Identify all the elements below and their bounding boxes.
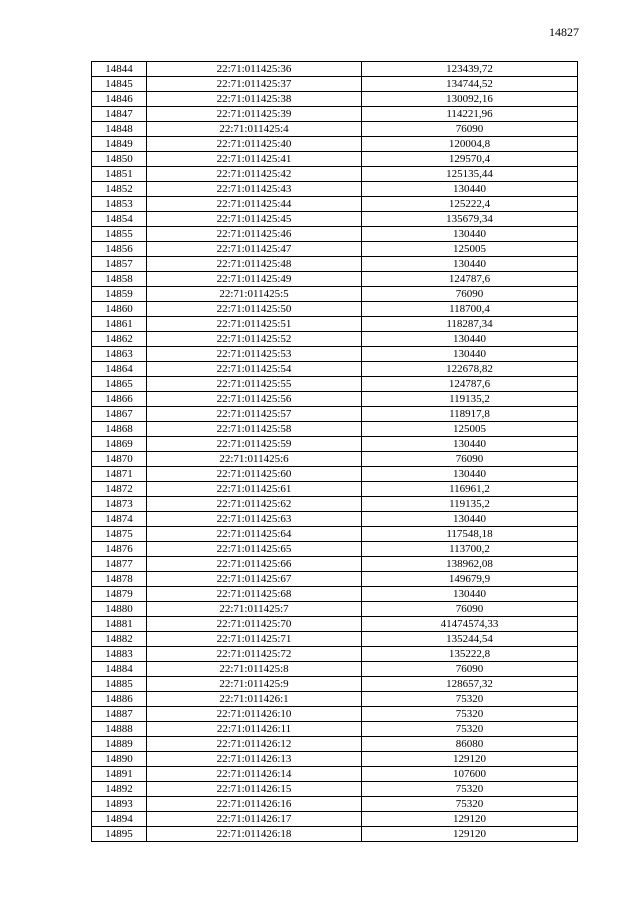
cadastral-number-cell: 22:71:011425:36: [147, 62, 362, 77]
cadastral-value-cell: 130440: [362, 512, 578, 527]
table-row: [92, 542, 578, 557]
row-index-cell: 14861: [92, 317, 147, 332]
cadastral-value-cell: 134744,52: [362, 77, 578, 92]
row-index-cell: 14872: [92, 482, 147, 497]
table-row: [92, 227, 578, 242]
cadastral-number-cell: 22:71:011425:56: [147, 392, 362, 407]
row-index-cell: 14891: [92, 767, 147, 782]
cadastral-number-cell: 22:71:011426:13: [147, 752, 362, 767]
table-row: [92, 782, 578, 797]
cadastral-value-cell: 118700,4: [362, 302, 578, 317]
cadastral-number-cell: 22:71:011426:11: [147, 722, 362, 737]
cadastral-number-cell: 22:71:011425:43: [147, 182, 362, 197]
row-index-cell: 14882: [92, 632, 147, 647]
table-row: [92, 767, 578, 782]
table-row: [92, 392, 578, 407]
table-row: [92, 377, 578, 392]
cadastral-value-cell: 149679,9: [362, 572, 578, 587]
table-row: [92, 737, 578, 752]
cadastral-number-cell: 22:71:011426:18: [147, 827, 362, 842]
row-index-cell: 14873: [92, 497, 147, 512]
row-index-cell: 14874: [92, 512, 147, 527]
cadastral-number-cell: 22:71:011425:45: [147, 212, 362, 227]
row-index-cell: 14868: [92, 422, 147, 437]
row-index-cell: 14881: [92, 617, 147, 632]
table-row: [92, 647, 578, 662]
cadastral-number-cell: 22:71:011425:4: [147, 122, 362, 137]
row-index-cell: 14869: [92, 437, 147, 452]
cadastral-value-cell: 118917,8: [362, 407, 578, 422]
cadastral-value-cell: 138962,08: [362, 557, 578, 572]
cadastral-value-cell: 76090: [362, 602, 578, 617]
row-index-cell: 14894: [92, 812, 147, 827]
cadastral-value-cell: 135244,54: [362, 632, 578, 647]
cadastral-value-cell: 129120: [362, 827, 578, 842]
cadastral-value-cell: 130440: [362, 347, 578, 362]
row-index-cell: 14892: [92, 782, 147, 797]
row-index-cell: 14893: [92, 797, 147, 812]
cadastral-number-cell: 22:71:011425:67: [147, 572, 362, 587]
table-row: [92, 692, 578, 707]
table-row: [92, 677, 578, 692]
row-index-cell: 14860: [92, 302, 147, 317]
cadastral-value-cell: 75320: [362, 692, 578, 707]
cadastral-number-cell: 22:71:011425:53: [147, 347, 362, 362]
cadastral-number-cell: 22:71:011425:64: [147, 527, 362, 542]
cadastral-value-cell: 114221,96: [362, 107, 578, 122]
cadastral-number-cell: 22:71:011425:72: [147, 647, 362, 662]
table-row: [92, 152, 578, 167]
row-index-cell: 14880: [92, 602, 147, 617]
cadastral-number-cell: 22:71:011426:12: [147, 737, 362, 752]
cadastral-value-cell: 128657,32: [362, 677, 578, 692]
table-row: [92, 437, 578, 452]
table-row: [92, 287, 578, 302]
cadastral-value-cell: 75320: [362, 707, 578, 722]
cadastral-number-cell: 22:71:011425:40: [147, 137, 362, 152]
cadastral-value-cell: 75320: [362, 797, 578, 812]
row-index-cell: 14875: [92, 527, 147, 542]
row-index-cell: 14890: [92, 752, 147, 767]
cadastral-value-cell: 107600: [362, 767, 578, 782]
table-row: [92, 302, 578, 317]
cadastral-value-cell: 130440: [362, 437, 578, 452]
cadastral-number-cell: 22:71:011425:59: [147, 437, 362, 452]
cadastral-value-cell: 86080: [362, 737, 578, 752]
cadastral-value-cell: 130440: [362, 332, 578, 347]
cadastral-value-cell: 119135,2: [362, 392, 578, 407]
table-row: [92, 557, 578, 572]
cadastral-number-cell: 22:71:011425:63: [147, 512, 362, 527]
table-row: [92, 347, 578, 362]
cadastral-value-cell: 76090: [362, 662, 578, 677]
cadastral-value-cell: 76090: [362, 452, 578, 467]
cadastral-value-cell: 125005: [362, 242, 578, 257]
cadastral-number-cell: 22:71:011425:50: [147, 302, 362, 317]
table-row: [92, 617, 578, 632]
row-index-cell: 14849: [92, 137, 147, 152]
row-index-cell: 14864: [92, 362, 147, 377]
table-row: [92, 212, 578, 227]
cadastral-value-cell: 76090: [362, 122, 578, 137]
cadastral-number-cell: 22:71:011425:37: [147, 77, 362, 92]
row-index-cell: 14878: [92, 572, 147, 587]
cadastral-number-cell: 22:71:011425:57: [147, 407, 362, 422]
row-index-cell: 14855: [92, 227, 147, 242]
row-index-cell: 14846: [92, 92, 147, 107]
row-index-cell: 14847: [92, 107, 147, 122]
row-index-cell: 14865: [92, 377, 147, 392]
row-index-cell: 14854: [92, 212, 147, 227]
cadastral-value-cell: 130092,16: [362, 92, 578, 107]
table-row: [92, 512, 578, 527]
row-index-cell: 14889: [92, 737, 147, 752]
table-row: [92, 707, 578, 722]
cadastral-value-cell: 75320: [362, 782, 578, 797]
cadastral-value-cell: 120004,8: [362, 137, 578, 152]
cadastral-value-cell: 117548,18: [362, 527, 578, 542]
row-index-cell: 14888: [92, 722, 147, 737]
row-index-cell: 14857: [92, 257, 147, 272]
row-index-cell: 14877: [92, 557, 147, 572]
cadastral-number-cell: 22:71:011425:9: [147, 677, 362, 692]
row-index-cell: 14852: [92, 182, 147, 197]
table-row: [92, 62, 578, 77]
row-index-cell: 14883: [92, 647, 147, 662]
cadastral-number-cell: 22:71:011426:17: [147, 812, 362, 827]
cadastral-number-cell: 22:71:011425:42: [147, 167, 362, 182]
table-row: [92, 137, 578, 152]
cadastral-value-cell: 129120: [362, 752, 578, 767]
cadastral-number-cell: 22:71:011425:52: [147, 332, 362, 347]
row-index-cell: 14859: [92, 287, 147, 302]
cadastral-value-cell: 41474574,33: [362, 617, 578, 632]
cadastral-number-cell: 22:71:011425:39: [147, 107, 362, 122]
table-row: [92, 77, 578, 92]
row-index-cell: 14863: [92, 347, 147, 362]
cadastral-number-cell: 22:71:011426:1: [147, 692, 362, 707]
cadastral-number-cell: 22:71:011426:15: [147, 782, 362, 797]
table-row: [92, 407, 578, 422]
cadastral-value-cell: 125135,44: [362, 167, 578, 182]
row-index-cell: 14876: [92, 542, 147, 557]
table-row: [92, 257, 578, 272]
cadastral-value-cell: 122678,82: [362, 362, 578, 377]
cadastral-value-cell: 123439,72: [362, 62, 578, 77]
row-index-cell: 14853: [92, 197, 147, 212]
table-row: [92, 812, 578, 827]
table-row: [92, 167, 578, 182]
cadastral-number-cell: 22:71:011425:38: [147, 92, 362, 107]
cadastral-number-cell: 22:71:011425:46: [147, 227, 362, 242]
table-row: [92, 797, 578, 812]
cadastral-value-cell: 113700,2: [362, 542, 578, 557]
table-row: [92, 422, 578, 437]
cadastral-value-cell: 119135,2: [362, 497, 578, 512]
table-row: [92, 332, 578, 347]
cadastral-number-cell: 22:71:011425:6: [147, 452, 362, 467]
row-index-cell: 14866: [92, 392, 147, 407]
cadastral-number-cell: 22:71:011425:65: [147, 542, 362, 557]
table-row: [92, 272, 578, 287]
table-row: [92, 197, 578, 212]
cadastral-value-cell: 135222,8: [362, 647, 578, 662]
cadastral-value-cell: 129570,4: [362, 152, 578, 167]
row-index-cell: 14850: [92, 152, 147, 167]
cadastral-number-cell: 22:71:011425:8: [147, 662, 362, 677]
cadastral-number-cell: 22:71:011425:41: [147, 152, 362, 167]
cadastral-number-cell: 22:71:011425:48: [147, 257, 362, 272]
cadastral-number-cell: 22:71:011425:70: [147, 617, 362, 632]
cadastral-number-cell: 22:71:011425:47: [147, 242, 362, 257]
table-row: [92, 497, 578, 512]
table-row: [92, 182, 578, 197]
cadastral-value-cell: 116961,2: [362, 482, 578, 497]
cadastral-value-cell: 124787,6: [362, 272, 578, 287]
table-body: [92, 62, 578, 842]
page-number: 14827: [549, 25, 579, 39]
cadastral-number-cell: 22:71:011425:49: [147, 272, 362, 287]
table-row: [92, 722, 578, 737]
cadastral-value-cell: 129120: [362, 812, 578, 827]
table-row: [92, 632, 578, 647]
row-index-cell: 14884: [92, 662, 147, 677]
table-row: [92, 467, 578, 482]
cadastral-value-cell: 130440: [362, 227, 578, 242]
cadastral-number-cell: 22:71:011425:66: [147, 557, 362, 572]
cadastral-number-cell: 22:71:011425:71: [147, 632, 362, 647]
row-index-cell: 14870: [92, 452, 147, 467]
table-row: [92, 662, 578, 677]
row-index-cell: 14862: [92, 332, 147, 347]
cadastral-value-cell: 125005: [362, 422, 578, 437]
row-index-cell: 14885: [92, 677, 147, 692]
cadastral-value-table: [91, 61, 578, 842]
row-index-cell: 14886: [92, 692, 147, 707]
cadastral-value-cell: 75320: [362, 722, 578, 737]
row-index-cell: 14848: [92, 122, 147, 137]
row-index-cell: 14851: [92, 167, 147, 182]
cadastral-number-cell: 22:71:011425:61: [147, 482, 362, 497]
table-row: [92, 452, 578, 467]
table-row: [92, 827, 578, 842]
cadastral-value-cell: 118287,34: [362, 317, 578, 332]
row-index-cell: 14867: [92, 407, 147, 422]
table-row: [92, 242, 578, 257]
cadastral-number-cell: 22:71:011425:51: [147, 317, 362, 332]
cadastral-number-cell: 22:71:011426:10: [147, 707, 362, 722]
cadastral-number-cell: 22:71:011425:62: [147, 497, 362, 512]
cadastral-value-cell: 125222,4: [362, 197, 578, 212]
table-row: [92, 362, 578, 377]
cadastral-number-cell: 22:71:011426:14: [147, 767, 362, 782]
row-index-cell: 14871: [92, 467, 147, 482]
row-index-cell: 14844: [92, 62, 147, 77]
cadastral-number-cell: 22:71:011425:5: [147, 287, 362, 302]
table-row: [92, 107, 578, 122]
table-row: [92, 587, 578, 602]
table-row: [92, 317, 578, 332]
row-index-cell: 14858: [92, 272, 147, 287]
row-index-cell: 14887: [92, 707, 147, 722]
cadastral-number-cell: 22:71:011425:60: [147, 467, 362, 482]
cadastral-number-cell: 22:71:011425:44: [147, 197, 362, 212]
cadastral-number-cell: 22:71:011425:55: [147, 377, 362, 392]
cadastral-number-cell: 22:71:011425:54: [147, 362, 362, 377]
cadastral-number-cell: 22:71:011425:68: [147, 587, 362, 602]
cadastral-value-cell: 130440: [362, 182, 578, 197]
row-index-cell: 14895: [92, 827, 147, 842]
table-row: [92, 122, 578, 137]
table-row: [92, 572, 578, 587]
cadastral-value-cell: 130440: [362, 257, 578, 272]
cadastral-number-cell: 22:71:011425:58: [147, 422, 362, 437]
row-index-cell: 14879: [92, 587, 147, 602]
cadastral-number-cell: 22:71:011426:16: [147, 797, 362, 812]
table-row: [92, 602, 578, 617]
table-row: [92, 752, 578, 767]
row-index-cell: 14856: [92, 242, 147, 257]
cadastral-value-cell: 130440: [362, 467, 578, 482]
cadastral-value-cell: 76090: [362, 287, 578, 302]
table-row: [92, 92, 578, 107]
table-row: [92, 482, 578, 497]
cadastral-value-cell: 135679,34: [362, 212, 578, 227]
cadastral-number-cell: 22:71:011425:7: [147, 602, 362, 617]
table-row: [92, 527, 578, 542]
cadastral-value-cell: 130440: [362, 587, 578, 602]
cadastral-value-cell: 124787,6: [362, 377, 578, 392]
row-index-cell: 14845: [92, 77, 147, 92]
